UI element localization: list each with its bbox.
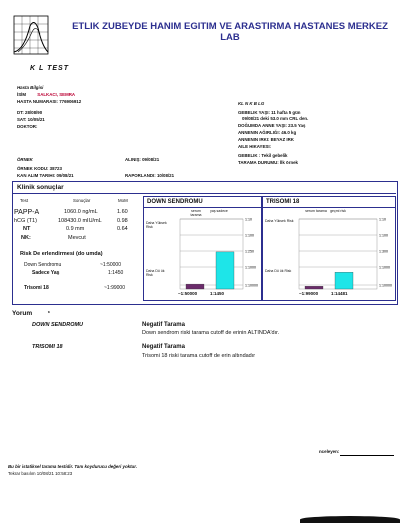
trisomy18-chart	[262, 196, 396, 301]
comment-text: Trisomi 18 riski tarama cutoff de erin altındadır	[142, 353, 256, 359]
patient-dt: DT: 28/08/90	[17, 110, 43, 115]
result-row	[14, 218, 139, 227]
patient-name-row	[17, 92, 75, 98]
result-test: NT	[23, 226, 31, 232]
comments-title	[12, 310, 50, 317]
sample-report: RAPORLANDI: 10/08/21	[125, 173, 175, 178]
comment-head: Negatif Tarama	[142, 344, 185, 350]
result-value: Mevcut	[68, 234, 86, 241]
down-risk-value: ~1:50000	[100, 262, 121, 268]
comment-label: TRISOMI 18	[32, 344, 63, 350]
results-table	[14, 209, 139, 243]
chart-high: Daha Yüksek Risk	[146, 221, 167, 229]
tick-label: 1:100	[245, 233, 254, 238]
tick-label: 1:100	[379, 233, 388, 238]
t18-risk-value: ~1:99000	[104, 285, 125, 291]
risk-title: Risk De erlendirmesi (do umda)	[20, 251, 103, 257]
patient-section-label: Hasta Bilgisi	[17, 85, 44, 90]
risk-bar	[335, 272, 353, 289]
clinical-title: Klinik sonuçlar	[17, 184, 64, 191]
result-mom: 0.64	[117, 226, 128, 232]
result-value: 108430.0 mIU/mL	[58, 217, 102, 224]
pregnancy-type: GEBELIK : Tekil gebelik	[238, 153, 288, 158]
comment-head: Negatif Tarama	[142, 322, 185, 328]
lab-logo	[10, 12, 54, 66]
mother-age: DOĞUMDA ANNE YAŞI: 23.5 Yaş	[238, 123, 306, 128]
t18-risk-label: Trisomi 18	[24, 285, 49, 291]
chart-value-1: ~1:50000	[178, 291, 198, 296]
tick-label: 1:300	[379, 249, 388, 254]
tick-label: 1:250	[245, 249, 254, 254]
chart-col1: serum tarama	[190, 209, 202, 217]
result-test: PAPP-A	[14, 209, 40, 216]
tick-label: 1:10	[379, 217, 386, 222]
chart-marks	[299, 218, 392, 290]
clinical-divider	[12, 193, 396, 194]
tick-label: 1:10	[245, 217, 252, 222]
gest-age: GEBELIK YAŞI: 11 hafta 5 gün	[238, 110, 301, 115]
hospital-title: ETLIK ZUBEYDE HANIM EGITIM VE ARASTIRMA HASTANES MERKEZ LAB	[72, 21, 388, 43]
result-value: 1060.0 ng/mL	[64, 209, 98, 215]
patient-protocol: HASTA NUMARASI: 776906912	[17, 99, 82, 104]
tick-label: 1:1000	[379, 265, 390, 270]
comments-star: *	[47, 311, 50, 317]
page-edge-shadow	[300, 516, 400, 523]
result-row	[14, 209, 139, 218]
chart-value-2: 1:14481	[331, 291, 348, 296]
chart-col2: geçmi risk	[330, 209, 346, 213]
chart-title: TRISOMI 18	[266, 199, 300, 205]
chart-low: Daha Dü ük Risk	[146, 269, 165, 277]
chart-low: Daha Dü ük Risk	[265, 269, 292, 273]
age-risk-value: 1:1450	[108, 270, 124, 276]
chart-value-2: 1:1450	[210, 291, 225, 296]
down-risk-label: Down Sendromu	[24, 262, 62, 268]
risk-bar	[305, 286, 323, 289]
col-result: Sonuçlar	[73, 198, 91, 203]
result-mom: 1.60	[117, 209, 128, 215]
comment-label: DOWN SENDROMU	[32, 322, 84, 328]
mother-weight: ANNENIN AĞIRLIĞI: 46.0 kg	[238, 130, 297, 135]
sample-intake: ALINIŞ: 09/08/21	[125, 157, 160, 162]
chart-value-1: ~1:99000	[299, 291, 319, 296]
family-history: AILE HIKAYESI:	[238, 144, 272, 149]
tick-label: 1:10000	[245, 283, 258, 288]
patient-sat: SAT: 10/05/21	[17, 117, 45, 122]
result-test: hCG (T1)	[14, 217, 37, 224]
mother-race: ANNENIN IRKI: BEYAZ IRK	[238, 137, 294, 142]
disclaimer: Bu bir istatiksel tarama testidir. Tanı koydurucu değeri yoktur.	[8, 464, 137, 469]
chart-plot	[144, 197, 261, 300]
sample-received: KAN ALIM TARIHI: 09/08/21	[17, 173, 74, 178]
chart-col2: yaş sadece	[210, 209, 228, 213]
print-stamp: Tekrar basılım 10/08/21 10:58:23	[8, 471, 73, 476]
age-risk-label: Sadece Yaş	[32, 270, 60, 276]
chart-plot	[263, 197, 395, 300]
risk-bar	[186, 284, 204, 289]
tick-label: 1:10000	[379, 283, 392, 288]
chart-marks	[180, 218, 258, 290]
chart-title: DOWN SENDROMU	[147, 199, 203, 205]
verified-by: nceleyen:	[319, 449, 340, 454]
col-mom: MoM	[118, 198, 128, 203]
down-syndrome-chart	[143, 196, 262, 301]
logo-text: K L TEST	[30, 65, 69, 72]
result-value: 0.9 mm	[66, 226, 85, 232]
sample-code: ÖRNEK KODU: 38723	[17, 166, 62, 171]
chart-high: Daha Yüksek Risk	[265, 219, 294, 223]
comments-title-text: Yorum	[12, 310, 33, 317]
screening-status: TARAMA DURUMU: İlk örnek	[238, 160, 299, 165]
result-row	[14, 226, 139, 235]
patient-name-label: İSİM	[17, 92, 27, 97]
result-row	[14, 235, 139, 244]
lab-code: KL N K B LG	[238, 101, 265, 106]
comment-text: Down sendrom riski tarama cutoff de erinin ALTINDA'dır.	[142, 330, 280, 336]
risk-bar	[216, 252, 234, 289]
result-test: NK:	[21, 234, 31, 241]
patient-doctor: DOKTOR:	[17, 124, 38, 129]
patient-name: SALKACI, SEMRA	[37, 92, 76, 97]
signature-line	[340, 455, 394, 456]
sample-label: ÖRNEK	[17, 157, 33, 162]
crl: 09/08/21 deki 53.0 mm CRL den.	[242, 116, 309, 121]
result-mom: 0.98	[117, 217, 128, 224]
col-test: Test	[20, 198, 29, 203]
chart-col1: serum tarama	[305, 209, 327, 213]
tick-label: 1:1000	[245, 265, 256, 270]
